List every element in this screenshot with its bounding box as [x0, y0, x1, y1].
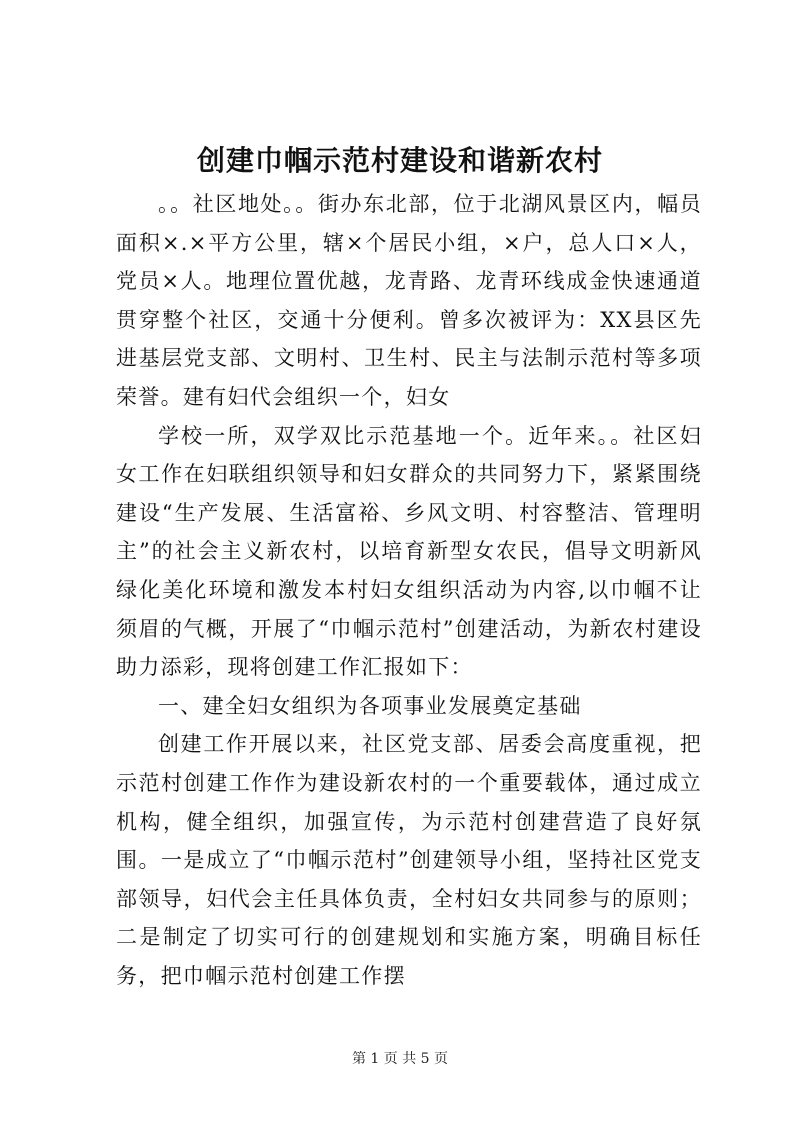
section-heading-1: 一、建全妇女组织为各项事业发展奠定基础: [158, 693, 582, 718]
paragraph-background: 学校一所，双学双比示范基地一个。近年来。。社区妇女工作在妇联组织领导和妇女群众的共同努力下，紧紧围绕建设“生产发展、生活富裕、乡风文明、村容整洁、管理明主”的社会主义新农村，以培育新型女农民，倡导文明新风绿化美化环境和激发本村妇女组织活动为内容,以巾帼不让须眉的气概，开展了“巾帼示范村”创建活动，为新农村建设助力添彩，现将创建工作汇报如下：: [116, 423, 702, 680]
page-number: 第 1 页 共 5 页: [351, 1051, 449, 1067]
paragraph-section-1: 创建工作开展以来，社区党支部、居委会高度重视，把示范村创建工作作为建设新农村的一个重要载体，通过成立机构，健全组织，加强宣传，为示范村创建营造了良好氛围。一是成立了“巾帼示范村”创建领导小组，坚持社区党支部领导，妇代会主任具体负责，全村妇女共同参与的原则；二是制定了切实可行的创建规划和实施方案，明确目标任务，把巾帼示范村创建工作摆: [116, 732, 702, 988]
document-body: [116, 185, 702, 995]
document-title: 创建巾帼示范村建设和谐新农村: [196, 144, 603, 177]
paragraph-intro: 。。社区地处。。街办东北部，位于北湖风景区内，幅员面积×.×平方公里，辖×个居民小组，×户，总人口×人，党员×人。地理位置优越，龙青路、龙青环线成金快速通道贯穿整个社区，交通十分便利。曾多次被评为：XX县区先进基层党支部、文明村、卫生村、民主与法制示范村等多项荣誉。建有妇代会组织一个，妇女: [116, 192, 702, 409]
